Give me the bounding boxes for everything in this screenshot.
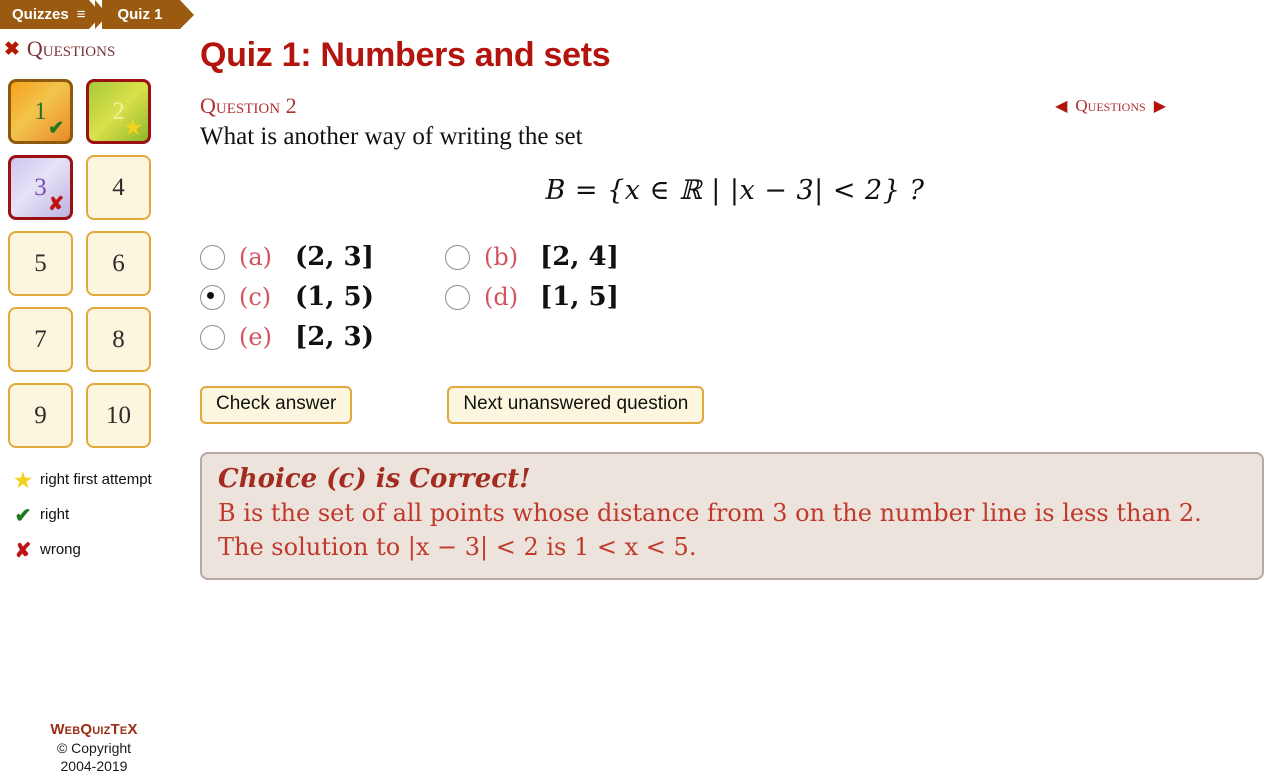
action-row	[200, 386, 1270, 424]
star-icon: ★	[14, 470, 32, 492]
question-button-number: 6	[112, 249, 125, 277]
choice-row	[200, 322, 1270, 352]
question-button-number: 1	[34, 97, 47, 125]
choice-value-c: (1, 5)	[295, 282, 374, 312]
question-label-text: Question	[200, 93, 281, 118]
choice-c[interactable]	[200, 282, 445, 312]
question-button-3[interactable]	[8, 155, 73, 220]
question-status-icon: ★	[124, 117, 142, 139]
radio-b[interactable]	[445, 245, 470, 270]
choice-e[interactable]	[200, 322, 445, 352]
main-content	[200, 36, 1270, 580]
next-unanswered-question-button[interactable]: Next unanswered question	[447, 386, 704, 424]
check-answer-button[interactable]: Check answer	[200, 386, 352, 424]
feedback-line-2: The solution to |x − 3| < 2 is 1 < x < 5.	[218, 533, 697, 562]
page-title: Quiz 1: Numbers and sets	[200, 36, 611, 74]
question-button-number: 10	[106, 401, 131, 429]
legend-label: right first attempt	[40, 471, 152, 488]
sidebar-footer	[0, 721, 188, 775]
next-question-icon[interactable]: ▶	[1153, 98, 1166, 115]
choice-value-d: [1, 5]	[540, 282, 619, 312]
choice-label-b: (b)	[484, 243, 519, 271]
breadcrumb-current-label: Quiz 1	[117, 6, 163, 23]
question-button-6[interactable]	[86, 231, 151, 296]
question-button-9[interactable]	[8, 383, 73, 448]
choice-d[interactable]	[445, 282, 619, 312]
feedback-panel	[200, 452, 1264, 580]
prev-question-icon[interactable]: ◀	[1055, 98, 1068, 115]
question-button-number: 9	[34, 401, 47, 429]
breadcrumb	[0, 0, 194, 29]
choice-row	[200, 242, 1270, 272]
radio-e[interactable]	[200, 325, 225, 350]
question-label	[200, 93, 297, 119]
question-header-row	[200, 93, 1270, 119]
question-status-icon: ✘	[48, 194, 64, 215]
copyright-line-1: © Copyright	[56, 740, 132, 756]
question-button-1[interactable]	[8, 79, 73, 144]
choice-value-b: [2, 4]	[540, 242, 619, 272]
choice-b[interactable]	[445, 242, 619, 272]
sidebar-header	[0, 36, 188, 62]
question-button-5[interactable]	[8, 231, 73, 296]
legend-label: wrong	[40, 541, 81, 558]
question-button-number: 7	[34, 325, 47, 353]
legend-row	[6, 540, 176, 562]
choice-label-a: (a)	[239, 243, 273, 271]
breadcrumb-quizzes-label: Quizzes	[12, 6, 69, 23]
choice-value-a: (2, 3]	[295, 242, 374, 272]
feedback-line-1: B is the set of all points whose distance from 3 on the number line is less than 2.	[218, 499, 1202, 527]
tick-icon: ✔	[14, 505, 32, 527]
breadcrumb-current[interactable]	[115, 0, 172, 29]
legend-row	[6, 505, 176, 527]
legend	[6, 470, 176, 562]
hamburger-icon[interactable]: ≡	[76, 6, 86, 23]
feedback-title: Choice (c) is Correct!	[218, 464, 531, 494]
webquiz-logo: WebQuizTeX	[50, 721, 138, 739]
cross-icon: ✘	[14, 540, 32, 562]
question-button-number: 3	[34, 173, 47, 201]
breadcrumb-end-arrow-icon	[172, 0, 194, 29]
question-number: 2	[285, 93, 297, 118]
question-button-2[interactable]	[86, 79, 151, 144]
question-button-7[interactable]	[8, 307, 73, 372]
question-button-number: 8	[112, 325, 125, 353]
radio-a[interactable]	[200, 245, 225, 270]
choice-list	[200, 242, 1270, 352]
breadcrumb-quizzes[interactable]	[0, 0, 89, 29]
question-button-8[interactable]	[86, 307, 151, 372]
question-button-10[interactable]	[86, 383, 151, 448]
question-button-number: 4	[112, 173, 125, 201]
close-icon[interactable]: ✖	[4, 38, 20, 60]
choice-a[interactable]	[200, 242, 445, 272]
choice-value-e: [2, 3)	[295, 322, 374, 352]
choice-label-c: (c)	[239, 283, 272, 311]
question-formula: B = {x ∈ ℝ | |x − 3| < 2} ?	[545, 175, 925, 206]
choice-label-e: (e)	[239, 323, 272, 351]
question-button-grid	[8, 79, 172, 448]
radio-c[interactable]	[200, 285, 225, 310]
question-button-4[interactable]	[86, 155, 151, 220]
sidebar-heading: Questions	[26, 36, 116, 61]
question-nav	[1055, 96, 1270, 116]
legend-label: right	[40, 506, 70, 523]
question-status-icon: ✔	[48, 118, 64, 139]
question-prompt: What is another way of writing the set	[200, 123, 583, 150]
legend-row	[6, 470, 176, 492]
choice-row	[200, 282, 1270, 312]
question-button-number: 2	[112, 97, 125, 125]
copyright-line-2: 2004-2019	[60, 757, 128, 774]
sidebar	[0, 36, 188, 775]
choice-label-d: (d)	[484, 283, 519, 311]
question-nav-label: Questions	[1075, 96, 1146, 115]
question-button-number: 5	[34, 249, 47, 277]
radio-d[interactable]	[445, 285, 470, 310]
breadcrumb-separator-icon	[89, 0, 115, 29]
